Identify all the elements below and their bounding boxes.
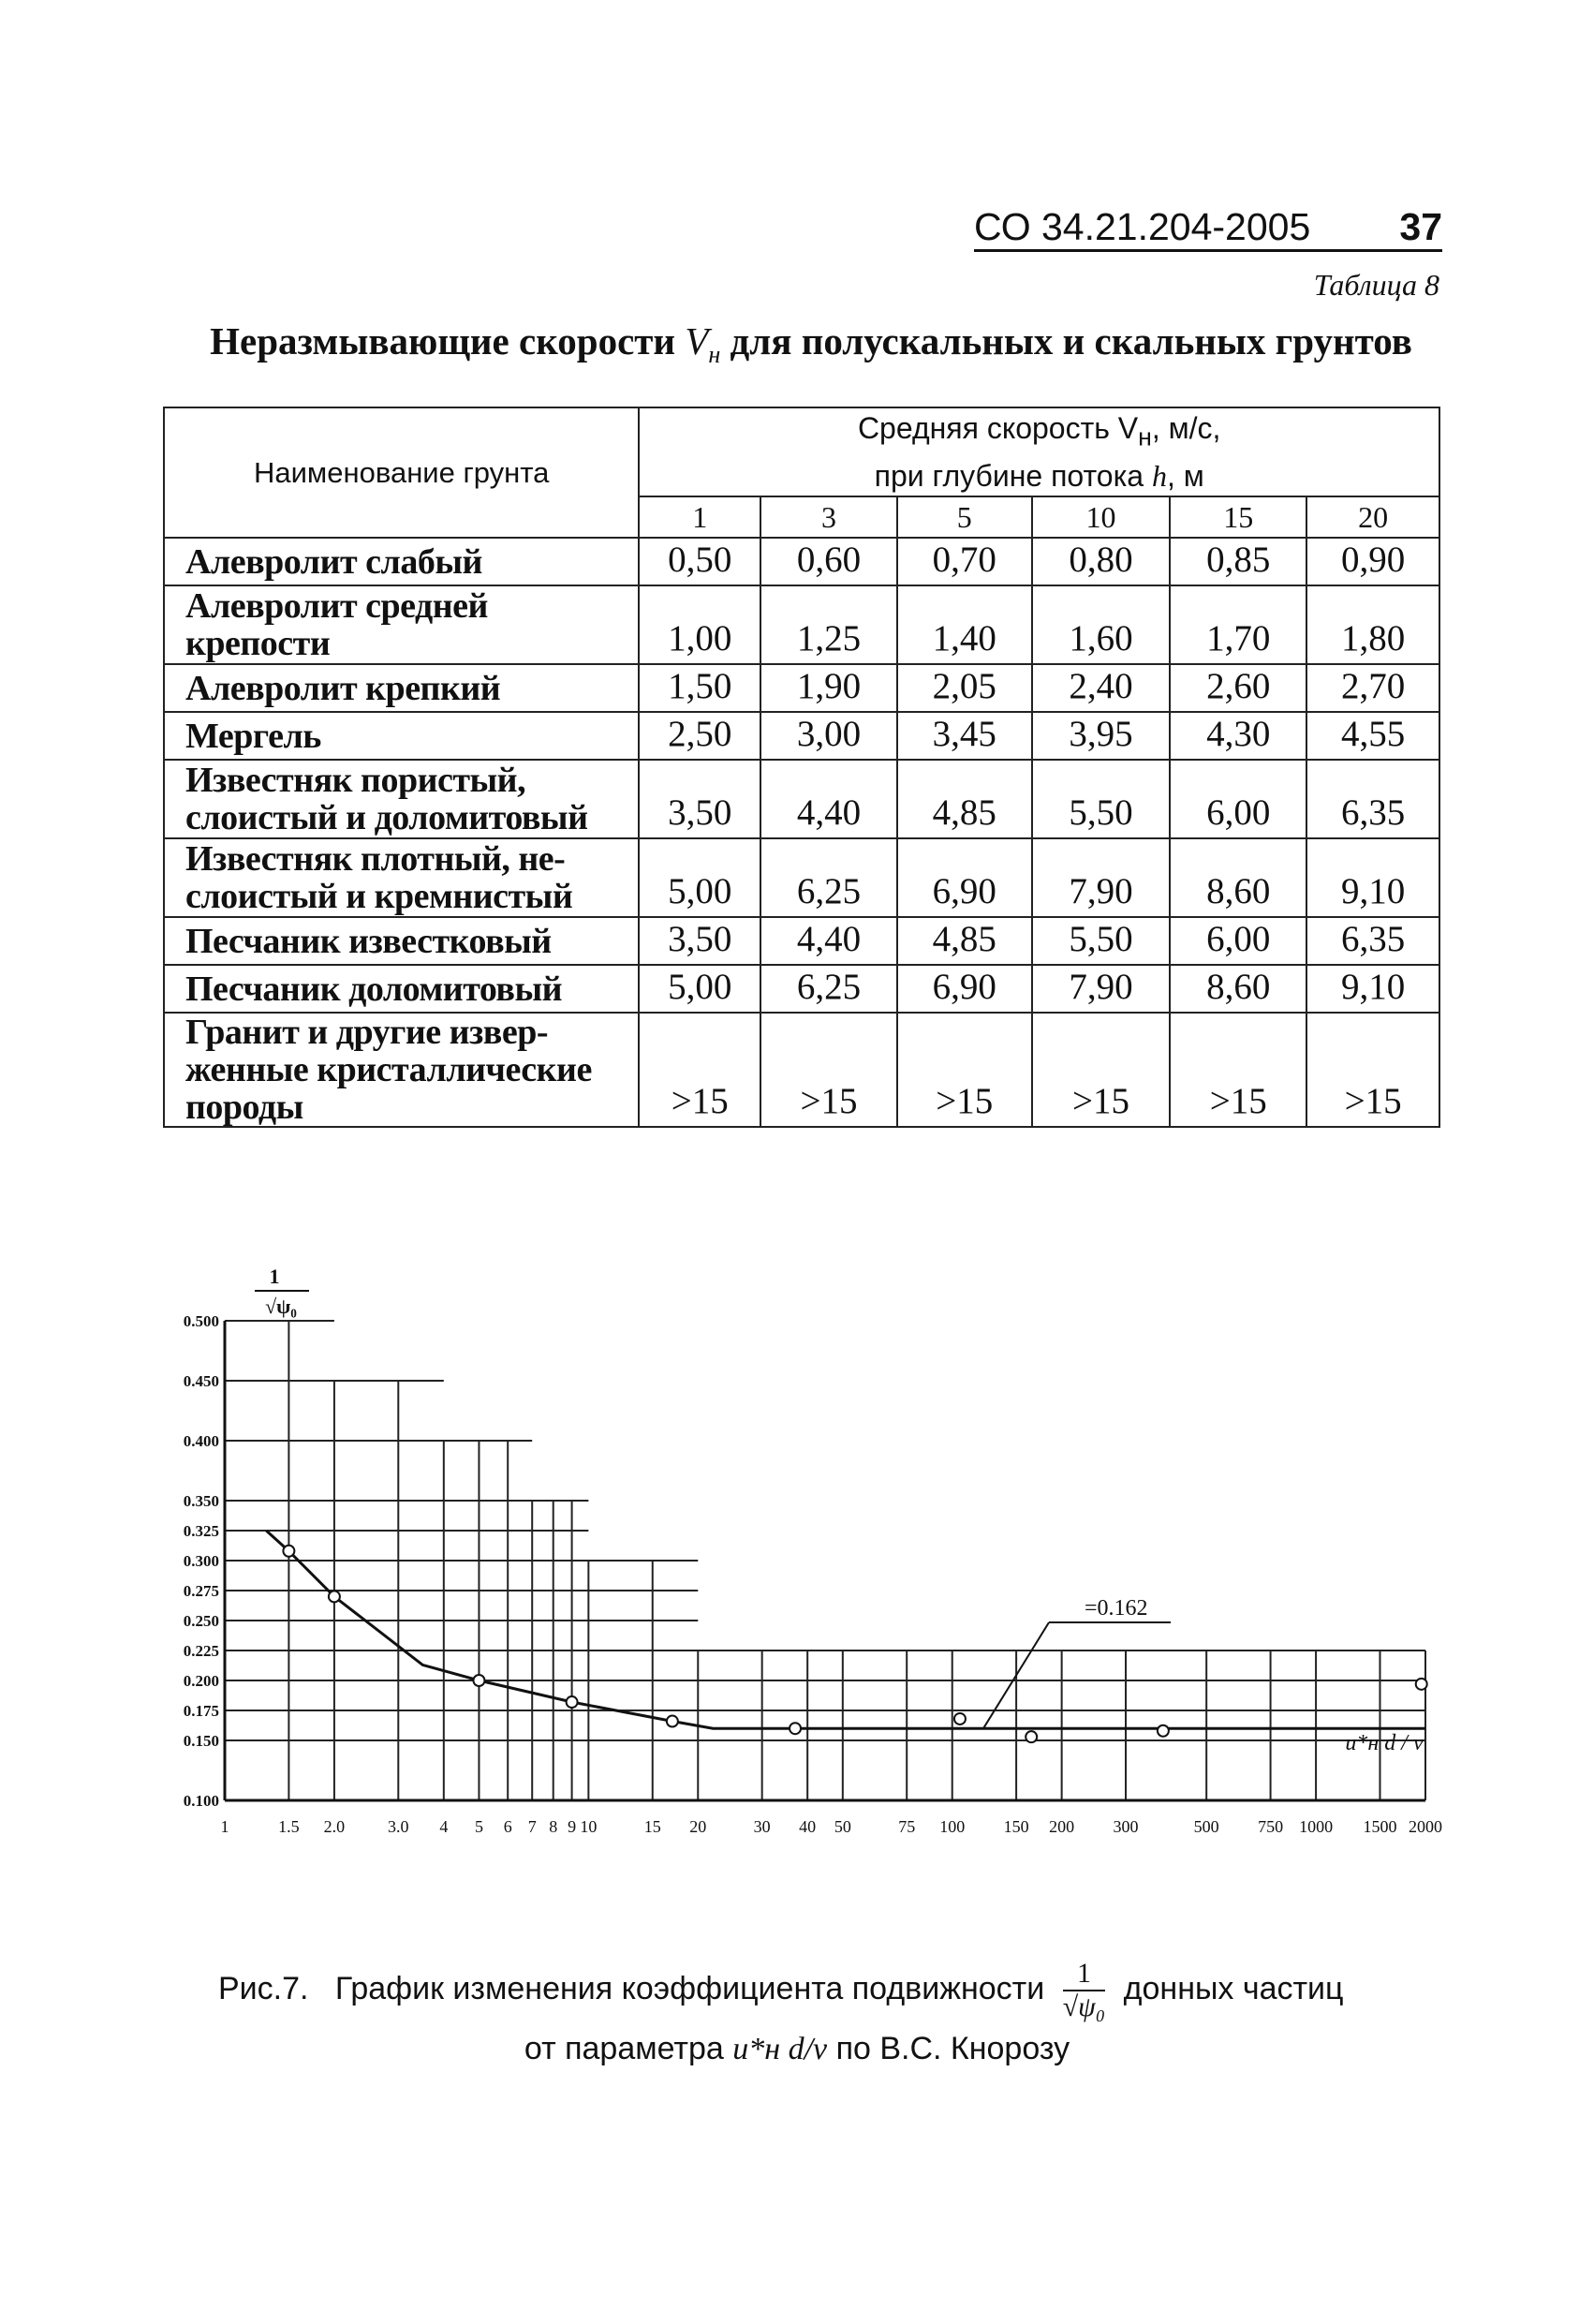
- data-point: [1158, 1725, 1169, 1737]
- data-point: [790, 1723, 801, 1734]
- depth-header-cell: 5: [897, 496, 1032, 538]
- soil-name: Известняк плотный, не-слоистый и кремнистый: [164, 838, 639, 917]
- x-axis-title: u*н d / ν: [1345, 1731, 1424, 1755]
- velocity-cell: >15: [1170, 1013, 1306, 1127]
- velocity-cell: 3,50: [639, 917, 760, 965]
- column-header-speed: Средняя скорость $V_н$, м/с, при глубине потока h, м: [639, 407, 1439, 496]
- x-tick-label: 100: [939, 1817, 966, 1836]
- velocity-cell: 8,60: [1170, 838, 1306, 917]
- y-tick-label: 0.175: [183, 1702, 219, 1720]
- velocity-cell: 2,50: [639, 712, 760, 760]
- table-row: [164, 712, 1439, 760]
- table-title-before: Неразмывающие скорости: [210, 319, 676, 363]
- y-tick-label: 0.100: [183, 1792, 219, 1810]
- y-tick-label: 0.300: [183, 1552, 219, 1570]
- soil-name: Известняк пористый, слоистый и доломитовый: [164, 760, 639, 838]
- x-tick-label: 3.0: [388, 1817, 409, 1836]
- y-tick-label: 0.400: [183, 1432, 219, 1450]
- velocity-cell: 5,50: [1032, 917, 1171, 965]
- table-row: [164, 538, 1439, 585]
- velocity-cell: 1,80: [1306, 585, 1439, 664]
- soil-name: Мергель: [164, 712, 639, 760]
- table-row: [164, 965, 1439, 1013]
- mobility-chart: [0, 1255, 1594, 1864]
- velocity-cell: 6,35: [1306, 917, 1439, 965]
- data-point: [667, 1716, 678, 1727]
- velocity-cell: 6,25: [760, 838, 897, 917]
- x-tick-label: 50: [834, 1817, 851, 1836]
- velocity-cell: 4,40: [760, 917, 897, 965]
- velocity-cell: 2,60: [1170, 664, 1306, 712]
- y-tick-label: 0.325: [183, 1522, 219, 1540]
- velocity-cell: 1,40: [897, 585, 1032, 664]
- depth-header-cell: 3: [760, 496, 897, 538]
- figure-caption-line2: от параметра u*н d/ν по В.С. Кнорозу: [524, 2031, 1070, 2066]
- y-tick-label: 0.275: [183, 1582, 219, 1600]
- x-tick-label: 300: [1113, 1817, 1139, 1836]
- table-row: [164, 917, 1439, 965]
- velocity-cell: 5,00: [639, 838, 760, 917]
- velocity-cell: 1,60: [1032, 585, 1171, 664]
- velocity-cell: 3,95: [1032, 712, 1171, 760]
- y-axis-title-numerator: 1: [269, 1265, 280, 1288]
- velocity-cell: >15: [760, 1013, 897, 1127]
- y-tick-label: 0.225: [183, 1642, 219, 1660]
- data-point: [567, 1696, 578, 1708]
- x-tick-label: 150: [1003, 1817, 1029, 1836]
- data-point: [1026, 1731, 1037, 1742]
- velocity-cell: 9,10: [1306, 838, 1439, 917]
- x-tick-label: 200: [1049, 1817, 1075, 1836]
- y-tick-label: 0.450: [183, 1372, 219, 1390]
- y-axis-title-denominator: √ψ₀: [265, 1295, 297, 1318]
- caption-parameter: u*н d/ν: [732, 2032, 828, 2066]
- velocity-cell: 3,50: [639, 760, 760, 838]
- velocity-cell: 0,60: [760, 538, 897, 585]
- velocity-cell: 4,85: [897, 917, 1032, 965]
- velocity-cell: 5,00: [639, 965, 760, 1013]
- velocity-cell: 7,90: [1032, 838, 1171, 917]
- x-tick-label: 1000: [1299, 1817, 1334, 1836]
- depth-header-cell: 15: [1170, 496, 1306, 538]
- table-row: [164, 1013, 1439, 1127]
- x-tick-label: 2000: [1409, 1817, 1442, 1836]
- x-tick-label: 20: [689, 1817, 707, 1836]
- caption-fraction: $\frac{1}{\text{√ψ₀}}$: [1062, 1958, 1106, 2022]
- data-point: [473, 1675, 484, 1686]
- x-tick-label: 75: [898, 1817, 916, 1836]
- depth-header-cell: 10: [1032, 496, 1171, 538]
- velocity-cell: >15: [1032, 1013, 1171, 1127]
- table-row: [164, 585, 1439, 664]
- velocity-cell: 4,40: [760, 760, 897, 838]
- x-tick-label: 6: [503, 1817, 512, 1836]
- soil-name: Песчаник известковый: [164, 917, 639, 965]
- velocity-cell: 5,50: [1032, 760, 1171, 838]
- document-header: [974, 191, 1442, 252]
- x-tick-label: 1.5: [278, 1817, 300, 1836]
- velocity-cell: 1,70: [1170, 585, 1306, 664]
- x-tick-label: 750: [1258, 1817, 1284, 1836]
- x-tick-label: 8: [549, 1817, 558, 1836]
- velocity-cell: 9,10: [1306, 965, 1439, 1013]
- data-point: [1416, 1679, 1427, 1690]
- x-tick-label: 1: [220, 1817, 229, 1836]
- soil-name: Гранит и другие извер-женные кристаллические породы: [164, 1013, 639, 1127]
- velocity-cell: 0,50: [639, 538, 760, 585]
- y-tick-label: 0.250: [183, 1612, 219, 1630]
- velocity-cell: >15: [897, 1013, 1032, 1127]
- curve-annotation: =0.162: [1085, 1596, 1148, 1621]
- velocity-cell: 1,00: [639, 585, 760, 664]
- soil-name: Песчаник доломитовый: [164, 965, 639, 1013]
- column-header-soil: Наименование грунта: [164, 407, 639, 538]
- depth-header-cell: 20: [1306, 496, 1439, 538]
- x-tick-label: 5: [474, 1817, 483, 1836]
- table-title-after: для полускальных и скальных грунтов: [730, 319, 1412, 363]
- data-point: [329, 1591, 340, 1602]
- document-code: СО 34.21.204-2005: [974, 205, 1311, 248]
- velocity-cell: 6,90: [897, 838, 1032, 917]
- velocity-cell: 7,90: [1032, 965, 1171, 1013]
- x-tick-label: 15: [643, 1817, 661, 1836]
- velocity-cell: 0,70: [897, 538, 1032, 585]
- velocity-cell: 2,05: [897, 664, 1032, 712]
- velocity-cell: 4,55: [1306, 712, 1439, 760]
- table-title-symbol: $V_н$: [685, 319, 721, 369]
- figure-caption-text: График изменения коэффициента подвижности: [334, 1970, 1045, 2006]
- velocity-cell: 0,85: [1170, 538, 1306, 585]
- x-tick-label: 2.0: [323, 1817, 346, 1836]
- velocity-cell: 6,90: [897, 965, 1032, 1013]
- table-row: [164, 664, 1439, 712]
- velocity-cell: 4,30: [1170, 712, 1306, 760]
- velocity-cell: 6,25: [760, 965, 897, 1013]
- velocity-cell: 4,85: [897, 760, 1032, 838]
- y-tick-label: 0.200: [183, 1672, 219, 1690]
- table-row: [164, 838, 1439, 917]
- x-tick-label: 500: [1193, 1817, 1219, 1836]
- x-tick-label: 10: [580, 1817, 598, 1836]
- table-label: Таблица 8: [1313, 268, 1439, 302]
- velocity-cell: 3,00: [760, 712, 897, 760]
- chart: [0, 1255, 1594, 1864]
- depth-header-cell: 1: [639, 496, 760, 538]
- velocity-cell: 6,00: [1170, 917, 1306, 965]
- velocity-cell: 1,50: [639, 664, 760, 712]
- velocity-cell: >15: [1306, 1013, 1439, 1127]
- table-row: [164, 760, 1439, 838]
- velocity-cell: 1,90: [760, 664, 897, 712]
- soil-name: Алевролит крепкий: [164, 664, 639, 712]
- x-tick-label: 30: [753, 1817, 771, 1836]
- figure-number: Рис.7.: [218, 1970, 309, 2006]
- data-point: [283, 1546, 294, 1557]
- soil-name: Алевролит средней крепости: [164, 585, 639, 664]
- velocity-cell: 1,25: [760, 585, 897, 664]
- velocity-cell: 0,80: [1032, 538, 1171, 585]
- x-tick-label: 1500: [1363, 1817, 1397, 1836]
- velocity-cell: 8,60: [1170, 965, 1306, 1013]
- velocity-cell: 2,40: [1032, 664, 1171, 712]
- y-tick-label: 0.350: [183, 1492, 219, 1510]
- velocity-cell: >15: [639, 1013, 760, 1127]
- data-point: [954, 1713, 966, 1724]
- velocity-cell: 2,70: [1306, 664, 1439, 712]
- figure-caption-suffix: донных частиц: [1123, 1970, 1344, 2006]
- x-tick-label: 40: [799, 1817, 817, 1836]
- x-tick-label: 7: [527, 1817, 537, 1836]
- velocity-cell: 6,35: [1306, 760, 1439, 838]
- soil-name: Алевролит слабый: [164, 538, 639, 585]
- velocity-cell: 3,45: [897, 712, 1032, 760]
- velocity-cell: 0,90: [1306, 538, 1439, 585]
- x-tick-label: 9: [568, 1817, 577, 1836]
- x-tick-label: 4: [439, 1817, 449, 1836]
- y-tick-label: 0.500: [183, 1312, 219, 1330]
- velocity-table: [163, 407, 1440, 1128]
- page-number: 37: [1399, 205, 1442, 248]
- y-tick-label: 0.150: [183, 1732, 219, 1750]
- velocity-cell: 6,00: [1170, 760, 1306, 838]
- table-title: [0, 318, 1594, 369]
